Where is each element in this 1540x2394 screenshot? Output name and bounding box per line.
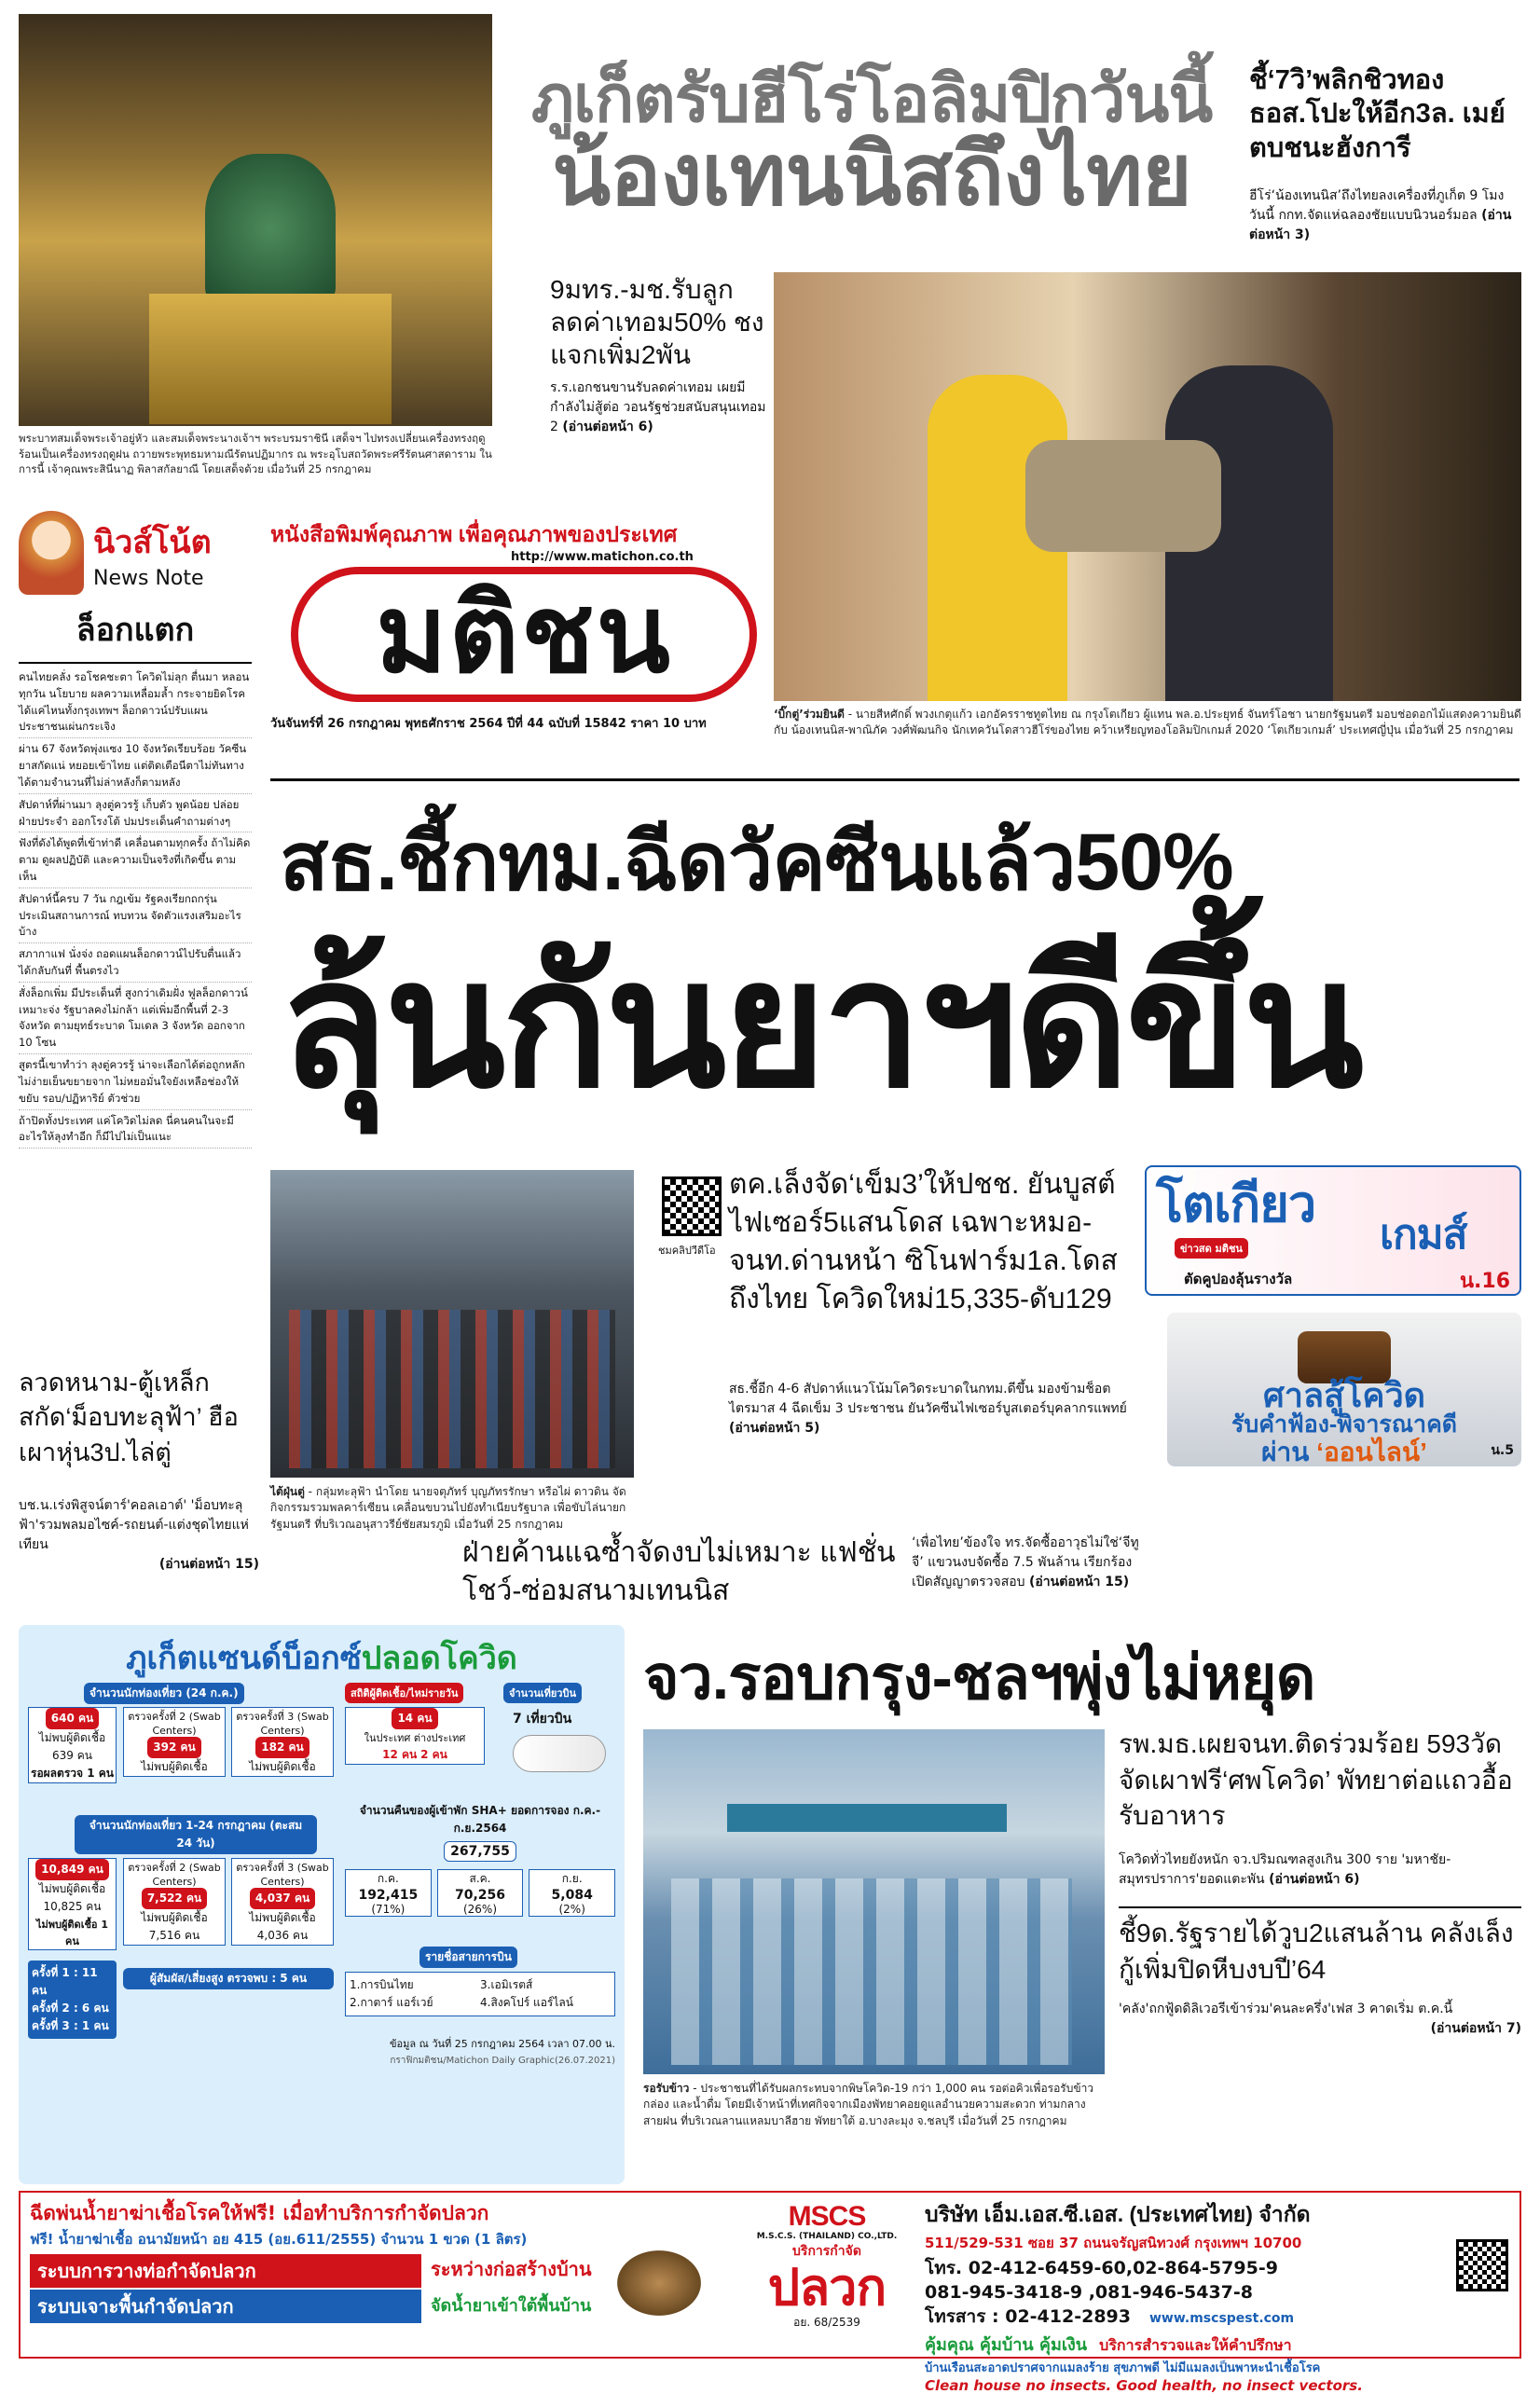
ad-brand-block [738,2202,915,2332]
ad-web[interactable]: www.mscspest.com [1149,2311,1295,2326]
vaccine-headline: ตค.เล็งจัด‘เข็ม3’ให้ปชช. ยันบูสต์ไฟเซอร์5แสนโดส เฉพาะหมอ-จนท.ด่านหน้า ซิโนฟาร์ม1ล.โดสถึงไทย โควิดใหม่15,335-ดับ129 [729,1169,1118,1315]
info-stats-b: 2 คน [420,1748,447,1761]
info-airline-1: 2.กาตาร์ แอร์เวย์ [350,1996,433,2009]
east-subhead: รพ.มธ.เผยจนท.ติดร่วมร้อย 593วัดจัดเผาฟรี‘ศพโควิด’ พัทยาต่อแถวอื้อรับอาหาร [1119,1729,1513,1831]
info-title-1: ภูเก็ตแซนด์บ็อกซ์ [126,1641,362,1676]
info-hotel-total-n: 267,755 [444,1841,516,1862]
vaccine-body [729,1380,1130,1438]
info-swab2-ok: ไม่พบผู้ติดเชื้อ [141,1760,208,1773]
tuition-read-more[interactable]: (อ่านต่อหน้า 6) [562,420,653,434]
info-p-swab2-ok: 7,516 คน [148,1929,200,1942]
info-title [19,1632,625,1683]
sidebar-read-more[interactable]: (อ่านต่อหน้า 3) [1249,208,1512,242]
tokyo-sub: ตัดคูปองลุ้นรางวัล [1184,1271,1293,1287]
lead-headline-1: สธ.ชี้กทม.ฉีดวัคซีนแล้ว50% [280,818,1233,907]
ad-address: 511/529-531 ซอย 37 ถนนจรัญสนิทวงศ์ กรุงเทพฯ 10700 [925,2235,1302,2251]
ad-company: บริษัท เอ็ม.เอส.ซี.เอส. (ประเทศไทย) จำกัด [925,2202,1311,2226]
masthead-dateline: วันจันทร์ที่ 26 กรกฎาคม พุทธศักราช 2564 ปีที่ 44 ฉบับที่ 15842 ราคา 10 บาท [270,717,707,731]
info-swab2-n: 392 คน [147,1737,200,1758]
news-note-item: ผ่าน 67 จังหวัดพุ่งแซง 10 จังหวัดเรียบร้อย วัคซีนยาสกัดแน่ หยอยเข้าไทย แต่ติดเตือนีตาไม่ทันทาง ได้ตามจำนวนที่ไม่ล่าหลังก็ตามหลัง [19,741,252,793]
barbed-wire-headline: ลวดหนาม-ตู้เหล็ก สกัด‘ม็อบทะลุฟ้า’ ฮือเผาหุ่น3ป.ไล่ตู่ [19,1369,239,1466]
east-text: โควิดทั่วไทยยังหนัก จว.ปริมณฑลสูงเกิน 300 ราย 'มหาชัย-สมุทรปราการ'ยอดแตะพัน [1119,1852,1451,1887]
qr-caption: ชมคลิปวีดีโอ [658,1245,716,1257]
info-source: ข้อมูล ณ วันที่ 25 กรกฎาคม 2564 เวลา 07.00 น. [390,2038,615,2050]
news-note-items [19,669,252,1149]
vaccine-read-more[interactable]: (อ่านต่อหน้า 5) [729,1421,820,1436]
east-headline: จว.รอบกรุง-ชลฯพุ่งไม่หยุด [643,1643,1315,1712]
sidebar-headline: ชี้‘7วิ’พลิกชิวทอง ธอส.โปะให้อีก3ล. เมย์ตบชนะฮังการี [1249,65,1506,163]
court-sub-2a: ผ่าน [1261,1438,1310,1466]
info-hotel-months [345,1869,615,1917]
ad-promo-2: ฟรี! น้ำยาฆ่าเชื้อ อนามัยหน้า อย 415 (อย.611/2555) จำนวน 1 ขวด (1 ลิตร) [30,2231,528,2248]
ad-pipe: ระบบการวางท่อกำจัดปลวก [30,2254,421,2288]
info-stats-label: สถิติผู้ติดเชื้อ/ไหม่รายวัน [345,1683,463,1703]
info-period-swab2 [123,1858,226,1946]
ad-english: Clean house no insects. Good health, no insect vectors. [925,2377,1363,2394]
top-photo-caption: พระบาทสมเด็จพระเจ้าอยู่หัว และสมเด็จพระนางเจ้าฯ พระบรมราชินี เสด็จฯ ไปทรงเปลี่ยนเครื่องทรงฤดูร้อนเป็นเครื่องทรงฤดูฝน ถวายพระพุทธมหามณีรัตนปฏิมากร ณ พระอุโบสถวัดพระศรีรัตนศาสดาราม ในการนี้ เจ้าคุณพระสินีนาฏ พิลาสกัลยาณี โดยเสด็จด้วย เมื่อวันที่ 25 กรกฎาคม [19,432,492,476]
info-arrivals [28,1707,117,1783]
tuition-box [550,273,770,492]
info-hotel-pct-1: (26%) [462,1903,498,1916]
airplane-icon [513,1735,606,1772]
lead-rule [270,778,1519,781]
info-arrivals-n: 640 คน [46,1708,99,1729]
info-total [28,1858,117,1950]
info-swab3-ok: ไม่พบผู้ติดเชื้อ [249,1760,316,1773]
news-note-item: ถ้าปิดทั้งประเทศ แค่โควิดไม่ลด นี่คนคนในจะมีอะไรให้ลุงทำอีก ก็มีไปไม่เป็นแนะ [19,1113,252,1149]
news-note-section: ล็อกแตก [76,612,195,648]
sidebar-body [1249,186,1519,245]
ad-fax: โทรสาร : 02-412-2893 [925,2306,1131,2327]
rally-caption-lead: ไต้ฝุ่นตู่ [270,1485,305,1498]
tokyo-title-2: เกมส์ [1380,1212,1467,1258]
ad-service: บริการกำจัด [792,2243,861,2259]
tuition-body [550,378,770,437]
tokyo-title-1: โตเกียว [1156,1176,1316,1232]
barbed-wire-read-more[interactable]: (อ่านต่อหน้า 15) [158,1557,259,1572]
info-airline-2: 3.เอมิเรตส์ [480,1978,533,1991]
sidebar-text: ฮีโร่‘น้องเทนนิส’ถึงไทยลงเครื่องที่ภูเก็ต 9 โมงวันนี้ กกท.จัดแห่ฉลองชัยแบบนิวนอร์มอล [1249,188,1505,223]
logo-text: มติชน [376,573,672,695]
termite-icon [617,2250,701,2316]
info-airline-0: 1.การบินไทย [350,1978,414,1991]
info-total-ok-n: 10,825 คน [43,1900,102,1913]
ad-promo: ฉีดพ่นน้ำยาฆ่าเชื้อโรคให้ฟรี! เมื่อทำบริการกำจัดปลวก [30,2202,489,2224]
info-period-swab3 [231,1858,334,1946]
info-p-swab2-ok-label: ไม่พบผู้ติดเชื้อ [141,1911,208,1924]
budget-text: 'คลัง'ถกฟู้ดดิลิเวอรีเข้าร่วม'คนละครึ่ง'เฟส 3 คาดเริ่ม ต.ค.นี้ [1119,2002,1453,2016]
mascot-icon [19,511,84,595]
pest-control-ad [19,2191,1521,2394]
masthead-url[interactable]: http://www.matichon.co.th [511,550,694,564]
budget-read-more[interactable]: (อ่านต่อหน้า 7) [1430,2021,1521,2036]
info-hotel-val-0: 192,415 [358,1888,419,1903]
budget-headline: ชี้9ด.รัฐรายได้วูบ2แสนล้าน คลังเล็งกู้เพิ่มปิดหีบงบปี’64 [1119,1919,1514,1984]
ad-brand-full: M.S.C.S. (THAILAND) CO.,LTD. [756,2231,898,2241]
info-total-n: 10,849 คน [35,1859,109,1880]
ad-qr-code[interactable] [1456,2239,1508,2291]
news-note-item: สั่งล็อกเพิ่ม มีประเด็นที่ สูงกว่าเดิมฝั่ง ฟูลล็อกดาวน์ เหมาะจ่ง รัฐบาลคงไม่กล้า แต่เพิ่มอีกพื้นที่ 2-3 จังหวัด ตามยุทธ์ระบาด โมเดล 3 จังหวัด ออกจาก 10 โซน [19,985,252,1054]
info-hotel-pct-0: (71%) [371,1903,406,1916]
info-tourists-label: จำนวนนักท่องเที่ยว (24 ก.ค.) [84,1683,244,1704]
budget-rule [1119,1906,1521,1908]
court-sub-2 [1167,1432,1521,1473]
ad-slogan: คุ้มคุณ คุ้มบ้าน คุ้มเงิน [925,2335,1088,2355]
qr-code[interactable] [662,1176,722,1236]
info-airlines-label: รายชื่อสายการบิน [419,1947,517,1968]
news-note-column [19,511,252,1452]
tokyo-badge: ข่าวสด มติชน [1175,1238,1248,1259]
motorcycle-rally-photo [270,1170,634,1478]
ad-during: ระหว่างก่อสร้างบ้าน [431,2258,592,2280]
info-p-swab3-label: ตรวจครั้งที่ 3 (Swab Centers) [236,1862,329,1888]
court-title: ศาลสู้โควิด [1262,1376,1426,1414]
east-body [1119,1851,1521,1890]
news-note-title: นิวส์โน้ต [93,524,212,560]
pattaya-caption [643,2081,1105,2129]
headline-olympic-1: ภูเก็ตรับฮีโร่โอลิมปิกวันนี้ [530,62,1213,135]
tokyo-page: น.16 [1459,1270,1510,1293]
headline-olympic-2: น้องเทนนิสถึงไทย [552,128,1191,223]
ad-mobile[interactable]: 081-945-3418-9 ,081-946-5437-8 [925,2282,1253,2303]
masthead-slogan: หนังสือพิมพ์คุณภาพ เพื่อคุณภาพของประเทศ [270,522,678,546]
phuket-infographic [19,1625,625,2184]
opposition-text: ‘เพื่อไทย’ข้องใจ ทร.จัดซื้ออาวุธไม่ใช่‘จีทูจี’ แขวนงบจัดซื้อ 7.5 พันล้าน เรียกร้องเปิดสัญญาตรวจสอบ [912,1535,1139,1589]
court-sub-2b: ‘ออนไลน์’ [1316,1438,1427,1466]
ad-slogan-2: บริการสำรวจและให้คำปรึกษา [1099,2336,1292,2354]
ceremony-photo [774,272,1521,701]
rally-caption [270,1484,634,1533]
court-page: น.5 [1491,1443,1514,1458]
info-hotel-label: จำนวนคืนของผู้เข้าพัก SHA+ ยอดการจอง ก.ค.-ก.ย.2564 [359,1804,601,1835]
lead-headline-2: ลุ้นกันยาฯดีขึ้น [280,926,1361,1123]
info-rounds [28,1961,117,2039]
opposition-body [912,1534,1145,1592]
info-airlines [345,1972,615,2016]
news-note-item: สูตรนี้เขาทำว่า ลุงตู่ควรรู้ น่าจะเลือกได้ต่อถูกหลัก ไม่ง่ายเย็นขยายจาก ไม่หยอมั่นใจยังเหลือช่องให้ขยับ รอบ/ปฏิหาริย์ ตัวช่วย [19,1057,252,1109]
info-swab2-label: ตรวจครั้งที่ 2 (Swab Centers) [128,1711,221,1737]
ad-termite: ปลวก [767,2259,887,2316]
ad-drill: ระบบเจาะพื้นกำจัดปลวก [30,2290,421,2323]
info-hotel-val-1: 70,256 [454,1888,506,1903]
info-p-swab3-n: 4,037 คน [250,1888,315,1909]
masthead-logo [291,567,757,702]
info-round-1: ครั้งที่ 1 : 11 คน [32,1966,98,1997]
info-total-ok: ไม่พบผู้ติดเชื้อ [38,1882,106,1895]
news-note-item: คนไทยคลั่ง รอโชคชะตา โควิดไม่ลุก ตื่นมา หลอนทุกวัน นโยบาย ผลความเหลื่อมล้ำ กระจายยิดโรคได้แค่ไหนทั้งกรุงเทพฯ ล็อกดาวน์ปรับแผนประชาชนเผ่นกระเจิง [19,669,252,738]
barbed-wire-body [19,1496,259,1575]
vaccine-text: สธ.ชี้อีก 4-6 สัปดาห์แนวโน้มโควิดระบาดในกทม.ดีขึ้น มองข้ามช็อต ไตรมาส 4 ฉีดเข็ม 3 ประชาชน ยันวัคซีนไฟเซอร์บูสเตอร์บุคลากรแพทย์ [729,1382,1127,1416]
news-note-item: สภากาแฟ นั่งจ่ง ถอดแผนล็อกดาวน์ไปรับตื่นแล้วได้กลับกันที่ พื้นตรงไว [19,946,252,983]
info-stats-a: 12 คน [382,1748,418,1761]
info-swab3-n: 182 คน [255,1737,309,1758]
info-title-2: ปลอดโควิด [361,1641,517,1676]
info-hotel-pct-2: (2%) [558,1903,585,1916]
ceremony-caption [774,707,1521,739]
info-flights-n: 7 เที่ยวบิน [513,1712,572,1727]
info-total-pos: ไม่พบผู้ติดเชื้อ 1 คน [35,1919,109,1947]
barbed-wire-text: บช.น.เร่งพิสูจน์ตาร์'คอลเอาต์' 'ม็อบทะลุฟ้า'รวมพลมอไซค์-รถยนต์-แต่งชุดไทยแห่เทียน [19,1498,249,1552]
info-hotel-month [437,1869,524,1917]
pattaya-queue-photo [643,1729,1105,2074]
news-note-item: สัปดาห์นี้ครบ 7 วัน กฎเข้ม รัฐคงเรียกถกรุ่น ประเมินสถานการณ์ ทบทวน จัดตัวแรงเสริมอะไรบ้าง [19,891,252,943]
tuition-text: ร.ร.เอกชนขานรับลดค่าเทอม เผยมีกำลังไม่สู้ต่อ วอนรัฐช่วยสนับสนุนเทอม 2 [550,380,766,434]
info-flights-label: จำนวนเที่ยวบิน [503,1683,582,1703]
info-p-swab2-n: 7,522 คน [142,1888,207,1909]
info-round-2: ครั้งที่ 2 : 6 คน [32,2002,109,2015]
info-no-infect-1-n: 639 คน [52,1749,92,1762]
tokyo-games-promo[interactable] [1145,1165,1521,1296]
info-stats [345,1707,485,1765]
info-stats-n: 14 คน [392,1708,437,1729]
tuition-headline: 9มทร.-มช.รับลูก ลดค่าเทอม50% ชงแจกเพิ่ม2พัน [550,275,764,369]
news-note-subtitle: News Note [93,566,204,590]
ad-license: อย. 68/2539 [793,2316,860,2330]
ad-company-block [925,2198,1512,2394]
ad-sell: จัดน้ำยาเข้าใต้พื้นบ้าน [431,2296,592,2316]
ad-line3: บ้านเรือนสะอาดปราศจากแมลงร้าย สุขภาพดี ไม่มีแมลงเป็นพาหะนำเชื้อโรค [925,2361,1321,2375]
info-swab3 [231,1707,334,1777]
info-hotel-month [345,1869,432,1917]
info-p-swab3-ok-label: ไม่พบผู้ติดเชื้อ [249,1911,316,1924]
ad-tel[interactable]: โทร. 02-412-6459-60,02-864-5795-9 [925,2258,1278,2278]
court-sub-1: รับคำฟ้อง-พิจารณาคดี [1231,1411,1458,1438]
info-contacts: ผู้สัมผัส/เสี่ยงสูง ตรวจพบ : 5 คน [123,1968,334,1989]
info-month-1: ส.ค. [469,1872,491,1885]
pattaya-caption-text: - ประชาชนที่ได้รับผลกระทบจากพิษโควิด-19 กว่า 1,000 คน รอต่อคิวเพื่อรอรับข้าวกล่อง และน้ำดื่ม โดยมีเจ้าหน้าที่เทศกิจจากเมืองพัทยาคอยดูแลอำนวยความสะดวก ท่ามกลางสายฝน ที่บริเวณลานแหลมบาลีฮาย พัทยาใต้ อ.บางละมุง จ.ชลบุรี เมื่อวันที่ 25 กรกฎาคม [643,2082,1094,2127]
info-month-2: ก.ย. [561,1872,583,1885]
pattaya-caption-lead: รอรับข้าว [643,2082,690,2095]
info-p-swab3-ok: 4,036 คน [256,1929,309,1942]
info-airline-3: 4.สิงคโปร์ แอร์ไลน์ [480,1996,573,2009]
info-wait-1: รอผลตรวจ 1 คน [31,1767,114,1780]
opposition-read-more[interactable]: (อ่านต่อหน้า 15) [1029,1575,1130,1589]
info-month-0: ก.ค. [377,1872,399,1885]
info-hotel-month [529,1869,615,1917]
info-credit: กราฟิกมติชน/Matichon Daily Graphic(26.07.2021) [390,2056,615,2066]
east-read-more[interactable]: (อ่านต่อหน้า 6) [1269,1872,1360,1887]
opposition-headline: ฝ่ายค้านแฉซ้ำจัดงบไม่เหมาะ แฟชั่นโชว์-ซ่อมสนามเทนนิส [462,1537,896,1607]
info-no-infect-1: ไม่พบผู้ติดเชื้อ [38,1731,106,1744]
news-note-item: ฟังที่ดังได้พูดที่เข้าท่าดี เคลื่อนตามทุกครั้ง ถ้าไม่คิดตาม ดูผลปฏิบัติ และความเป็นจริงที่เกิดขึ้น ตามเห็น [19,835,252,887]
court-promo[interactable] [1167,1313,1521,1466]
ceremony-caption-text: - นายสีหศักดิ์ พวงเกตุแก้ว เอกอัครราชทูตไทย ณ กรุงโตเกียว ผู้แทน พล.อ.ประยุทธ์ จันทร์โอชา นายกรัฐมนตรี มอบช่อดอกไม้แสดงความยินดีกับ น้องเทนนิส-พาณิภัค วงศ์พัฒนกิจ นักเทควันโดสาวฮีโร่ของไทย คว้าเหรียญทองโอลิมปิกเกมส์ 2020 ‘โตเกียวเกมส์’ ประเทศญี่ปุ่น เมื่อวันที่ 25 กรกฎาคม [774,708,1521,737]
news-note-item: สัปดาห์ที่ผ่านมา ลุงตู่ควรรู้ เก็บตัว พูดน้อย ปล่อยฝ่ายประจำ ออกโรงโต้ ปมประเด็นคำถามต่างๆ [19,797,252,833]
info-p-swab2-label: ตรวจครั้งที่ 2 (Swab Centers) [128,1862,221,1888]
rally-caption-text: - กลุ่มทะลุฟ้า นำโดย นายจตุภัทร์ บุญภัทรรักษา หรือไผ่ ดาวดิน จัดกิจกรรมรวมพลคาร์เซียน เคลื่อนขบวนไปยังทำเนียบรัฐบาล เพื่อขับไล่นายกรัฐมนตรี ที่บริเวณอนุสาวรีย์ชัยสมรภูมิ เมื่อวันที่ 25 กรกฎาคม [270,1485,626,1531]
info-hotel-val-2: 5,084 [551,1888,593,1903]
ad-brand: MSCS [788,2201,866,2232]
info-swab3-label: ตรวจครั้งที่ 3 (Swab Centers) [236,1711,329,1737]
emerald-buddha-photo [19,14,492,426]
info-swab2 [123,1707,226,1777]
info-round-3: ครั้งที่ 3 : 1 คน [32,2019,109,2032]
info-hotel-total [345,1841,615,1862]
info-period-label: จำนวนนักท่องเที่ยว 1-24 กรกฎาคม (ตะสม 24 วัน) [75,1815,317,1854]
info-stats-detail: ในประเทศ ต่างประเทศ [364,1732,466,1744]
ceremony-caption-lead: ‘บิ๊กตู่’ร่วมยินดี [774,708,845,721]
budget-body [1119,2000,1521,2039]
